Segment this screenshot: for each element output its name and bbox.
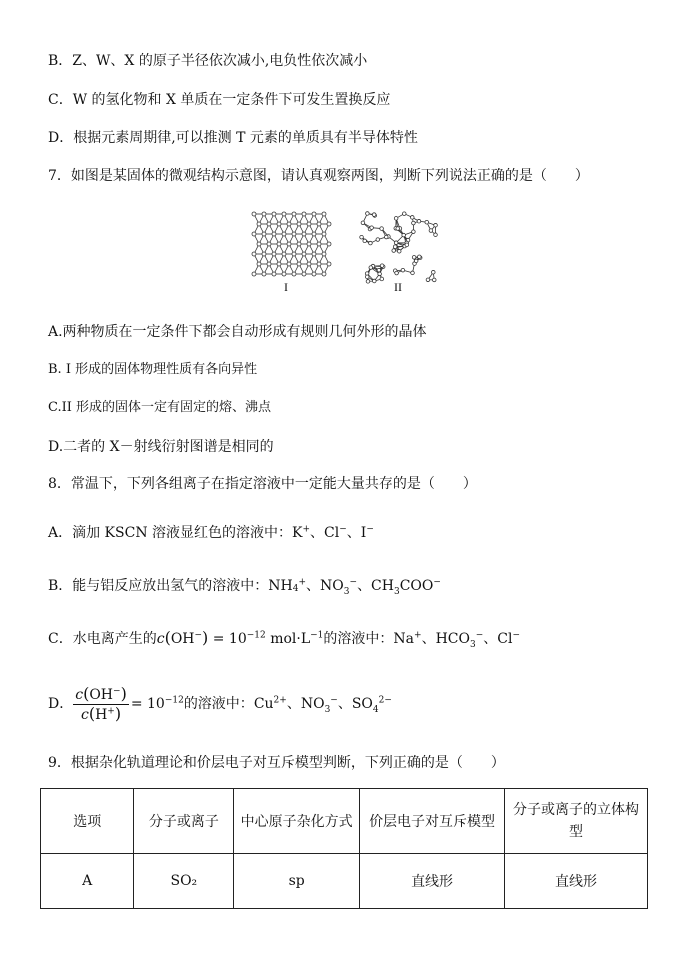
network-atom (412, 221, 416, 225)
lattice-atom (327, 222, 331, 226)
lattice-atom (297, 242, 301, 246)
q8-option-d: D． $\frac{c(OH^-)}{c(H^+)}$ = $10^{-12}$的溶液中：$Cu^{2+}$、$NO_3^-$、$SO_4^{2-}$ (48, 683, 392, 723)
network-atom (426, 278, 430, 282)
lattice-atom (262, 212, 266, 216)
q7-stem: 7．如图是某固体的微观结构示意图，请认真观察两图，判断下列说法正确的是（ ） (48, 168, 589, 184)
lattice-atom (272, 272, 276, 276)
q9-stem: 9．根据杂化轨道理论和价层电子对互斥模型判断，下列正确的是（ ） (48, 755, 505, 771)
lattice-atom (252, 232, 256, 236)
q7-option-a: A.两种物质在一定条件下都会自动形成有规则几何外形的晶体 (48, 324, 427, 340)
network-atom (412, 255, 416, 259)
network-atom (394, 241, 398, 245)
lattice-atom (262, 232, 266, 236)
q8-option-b: B．能与铝反应放出氢气的溶液中：$NH_4^+$、$NO_3^-$、$CH_3COO^-$ (48, 577, 441, 597)
lattice-atom (317, 262, 321, 266)
network-atom (360, 235, 364, 239)
network-atom (405, 243, 409, 247)
header-species: 分子或离子 (134, 789, 234, 854)
cell-option: A (41, 854, 134, 909)
q8-option-a: A．滴加 KSCN 溶液显红色的溶液中：K+、Cl−、I− (48, 524, 374, 541)
lattice-atom (312, 272, 316, 276)
q7-option-b: B. I 形成的固体物理性质有各向异性 (48, 362, 258, 377)
network-atom (401, 268, 405, 272)
lattice-atom (257, 262, 261, 266)
network-atom (434, 233, 438, 237)
table-row (41, 854, 648, 909)
lattice-atom (252, 272, 256, 276)
lattice-atom (282, 272, 286, 276)
lattice-atom (312, 212, 316, 216)
network-atom (370, 226, 374, 230)
network-atom (380, 227, 384, 231)
header-vsepr-model: 价层电子对互斥模型 (360, 789, 505, 854)
network-atom (361, 221, 365, 225)
cell-species: SO₂ (134, 854, 234, 909)
network-atom (395, 271, 399, 275)
network-atom (369, 241, 373, 245)
network-atom (417, 219, 421, 223)
lattice-atom (292, 252, 296, 256)
network-atom (376, 238, 380, 242)
lattice-atom (312, 252, 316, 256)
network-atom (432, 278, 436, 282)
network-atom (402, 233, 406, 237)
q8-option-a-prefix: A．滴加 KSCN 溶液显红色的溶液中： (48, 525, 293, 541)
network-atom (380, 264, 384, 268)
lattice-atom (297, 262, 301, 266)
network-atom (394, 217, 398, 221)
lattice-atom (322, 212, 326, 216)
lattice-atom (252, 212, 256, 216)
lattice-atom (302, 212, 306, 216)
q9-table (40, 788, 648, 909)
lattice-atom (272, 212, 276, 216)
lattice-atom (307, 242, 311, 246)
lattice-atom (252, 252, 256, 256)
network-atom (380, 277, 384, 281)
lattice-atom (307, 262, 311, 266)
lattice-atom (272, 232, 276, 236)
q6-option-c: C．W 的氢化物和 X 单质在一定条件下可发生置换反应 (48, 92, 391, 108)
lattice-atom (277, 262, 281, 266)
q8-option-d-prefix: D． (48, 696, 74, 712)
lattice-atom (287, 242, 291, 246)
lattice-atom (292, 272, 296, 276)
network-atom (431, 270, 435, 274)
network-atom (402, 212, 406, 216)
network-atom (396, 227, 400, 231)
amorphous-structure-diagram (360, 212, 438, 283)
lattice-atom (277, 242, 281, 246)
lattice-atom (292, 232, 296, 236)
figure-label-ii: II (394, 280, 402, 294)
table-header-row (41, 789, 648, 854)
lattice-atom (317, 242, 321, 246)
network-atom (412, 230, 416, 234)
network-atom (378, 272, 382, 276)
header-geometry: 分子或离子的立体构型 (505, 789, 648, 854)
lattice-atom (282, 252, 286, 256)
lattice-atom (262, 252, 266, 256)
cell-vsepr-model: 直线形 (360, 854, 505, 909)
lattice-atom (267, 262, 271, 266)
lattice-atom (302, 232, 306, 236)
lattice-atom (287, 222, 291, 226)
q8-option-c-prefix: C．水电离产生的 (48, 631, 157, 647)
lattice-atom (312, 232, 316, 236)
lattice-atom (257, 242, 261, 246)
network-atom (384, 235, 388, 239)
lattice-atom (282, 232, 286, 236)
lattice-atom (267, 222, 271, 226)
lattice-atom (297, 222, 301, 226)
crystal-structure-diagram (252, 212, 331, 276)
q7-option-c: C.II 形成的固体一定有固定的熔、沸点 (48, 400, 272, 415)
network-atom (377, 268, 381, 272)
network-atom (363, 239, 367, 243)
solid-structure-figure (246, 208, 446, 298)
network-atom (366, 212, 370, 216)
q6-option-d: D．根据元素周期律,可以推测 T 元素的单质具有半导体特性 (48, 130, 418, 146)
network-atom (365, 275, 369, 279)
network-atom (434, 223, 438, 227)
lattice-atom (287, 262, 291, 266)
cell-hybridization: sp (234, 854, 360, 909)
network-atom (429, 229, 433, 233)
lattice-atom (292, 212, 296, 216)
cell-geometry: 直线形 (505, 854, 648, 909)
q8-option-c-mid: 的溶液中： (323, 631, 394, 647)
lattice-atom (322, 252, 326, 256)
q8-stem: 8．常温下，下列各组离子在指定溶液中一定能大量共存的是（ ） (48, 476, 477, 492)
lattice-atom (302, 272, 306, 276)
network-atom (414, 259, 418, 263)
network-atom (411, 271, 415, 275)
network-atom (393, 245, 397, 249)
lattice-atom (307, 222, 311, 226)
network-atom (369, 266, 373, 270)
lattice-atom (322, 232, 326, 236)
lattice-atom (282, 212, 286, 216)
lattice-atom (262, 272, 266, 276)
network-atom (372, 213, 376, 217)
q8-option-c: C．水电离产生的$c(OH^-) = 10^{-12}$ $mol\cdot L^{-1}$的溶液中：Na+、$HCO_3^-$、Cl− (48, 628, 521, 650)
network-atom (366, 280, 370, 284)
lattice-atom (277, 222, 281, 226)
q7-option-d: D.二者的 X－射线衍射图谱是相同的 (48, 439, 274, 455)
header-option: 选项 (41, 789, 134, 854)
lattice-atom (322, 272, 326, 276)
lattice-atom (257, 222, 261, 226)
lattice-atom (327, 242, 331, 246)
figure-label-i: I (284, 280, 288, 294)
network-atom (425, 220, 429, 224)
q8-option-b-prefix: B．能与铝反应放出氢气的溶液中： (48, 578, 269, 594)
header-hybridization: 中心原子杂化方式 (234, 789, 360, 854)
network-atom (372, 279, 376, 283)
network-atom (410, 216, 414, 220)
q6-option-b: B．Z、W、X 的原子半径依次减小,电负性依次减小 (48, 53, 368, 69)
network-atom (417, 255, 421, 259)
lattice-atom (327, 262, 331, 266)
lattice-atom (267, 242, 271, 246)
q8-option-d-mid: 的溶液中： (183, 696, 254, 712)
lattice-atom (272, 252, 276, 256)
lattice-atom (317, 222, 321, 226)
network-atom (397, 249, 401, 253)
concentration-ratio-fraction: $\frac{c(OH^-)}{c(H^+)}$ (75, 683, 127, 723)
lattice-atom (302, 252, 306, 256)
network-atom (392, 249, 396, 253)
